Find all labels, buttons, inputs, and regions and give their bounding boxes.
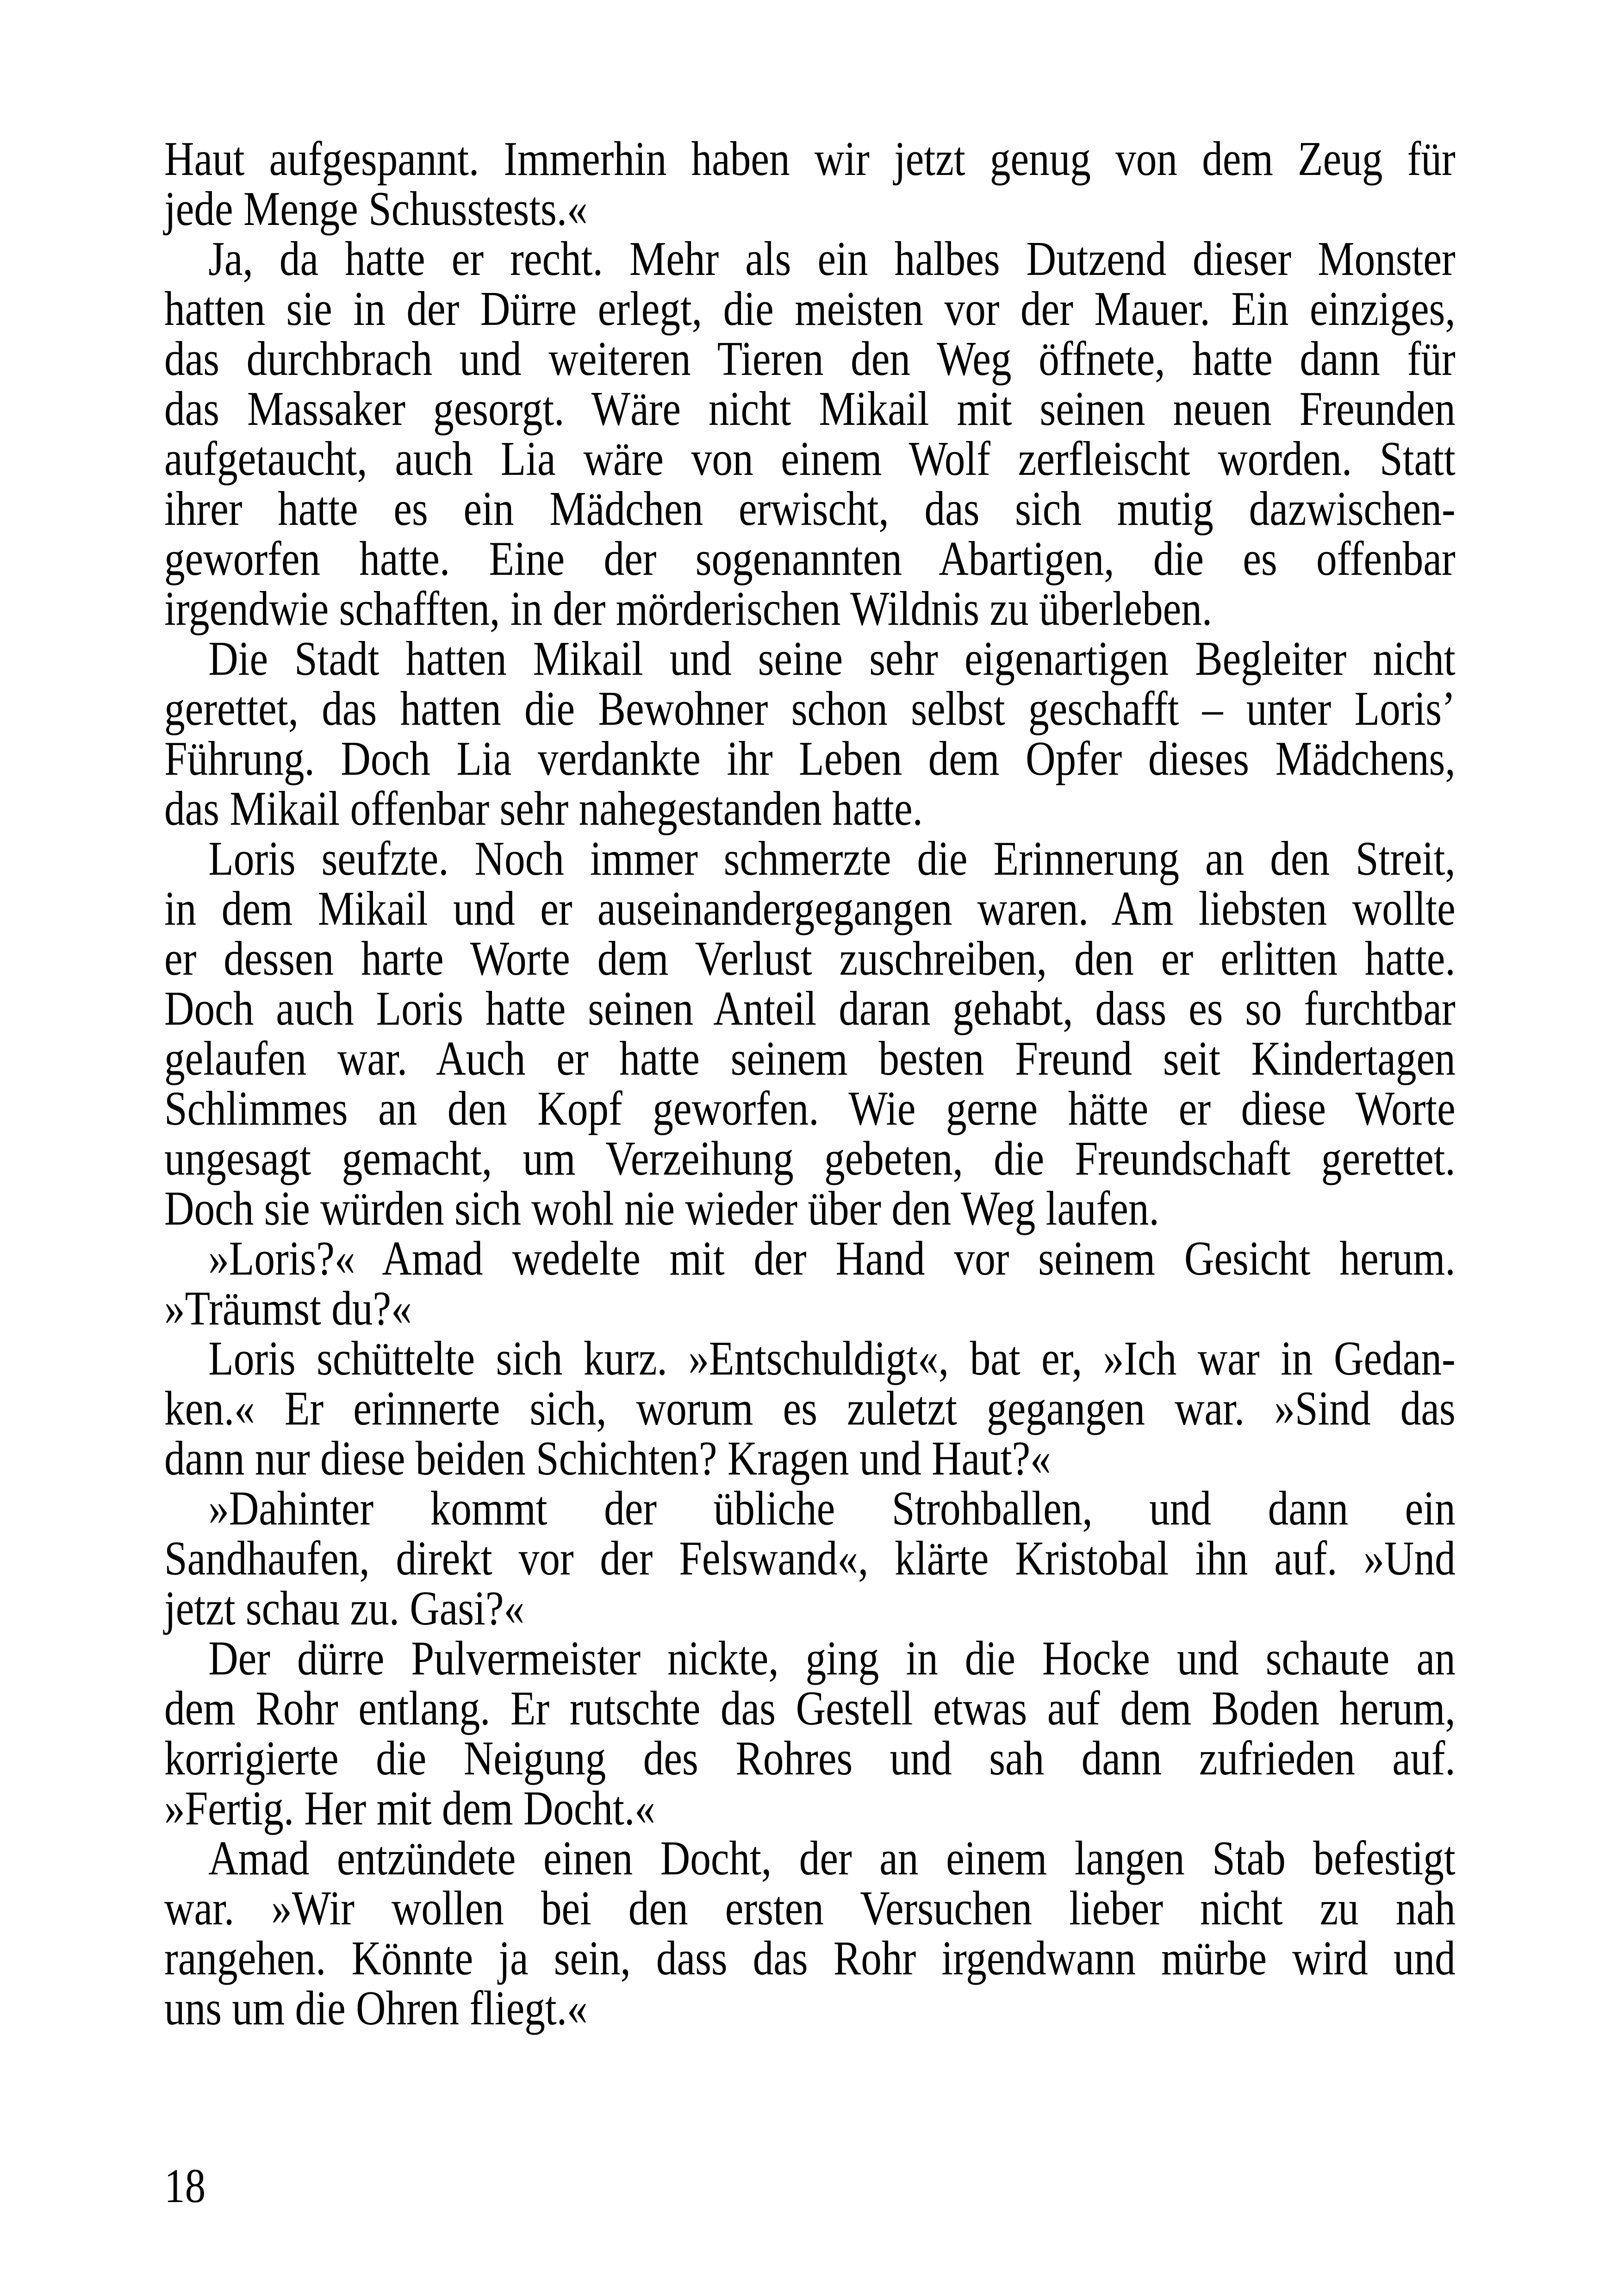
text-line: dem Rohr entlang. Er rutschte das Gestell etwas auf dem Boden herum,: [164, 1681, 1456, 1735]
text-line: Doch auch Loris hatte seinen Anteil daran gehabt, dass es so furchtbar: [164, 981, 1456, 1035]
text-line: aufgetaucht, auch Lia wäre von einem Wolf zerfleischt worden. Statt: [164, 431, 1456, 485]
paragraph: [164, 831, 1456, 1235]
text-line: Loris schüttelte sich kurz. »Entschuldigt«, bat er, »Ich war in Gedan-: [208, 1331, 1456, 1385]
text-line: »Loris?« Amad wedelte mit der Hand vor seinem Gesicht herum.: [208, 1231, 1456, 1285]
text-line: »Fertig. Her mit dem Docht.«: [164, 1781, 655, 1835]
text-line: das durchbrach und weiteren Tieren den Weg öffnete, hatte dann für: [164, 331, 1456, 386]
text-line: das Massaker gesorgt. Wäre nicht Mikail mit seinen neuen Freunden: [164, 381, 1456, 436]
text-line: Der dürre Pulvermeister nickte, ging in die Hocke und schaute an: [208, 1631, 1456, 1685]
text-line: Loris seufzte. Noch immer schmerzte die Erinnerung an den Streit,: [208, 831, 1456, 885]
paragraph: [164, 1833, 1456, 2033]
text-line: geworfen hatte. Eine der sogenannten Abartigen, die es offenbar: [164, 531, 1456, 585]
text-line: Ja, da hatte er recht. Mehr als ein halbes Dutzend dieser Monster: [208, 231, 1456, 286]
text-line: jetzt schau zu. Gasi?«: [164, 1581, 525, 1635]
paragraph: [164, 631, 1456, 835]
text-line: Die Stadt hatten Mikail und seine sehr eigenartigen Begleiter nicht: [208, 631, 1456, 685]
text-line: Führung. Doch Lia verdankte ihr Leben dem Opfer dieses Mädchens,: [164, 731, 1456, 785]
text-line: Haut aufgespannt. Immerhin haben wir jetzt genug von dem Zeug für: [164, 131, 1456, 186]
text-line: jede Menge Schusstests.«: [164, 181, 588, 236]
text-line: »Dahinter kommt der übliche Strohballen, und dann ein: [208, 1481, 1456, 1535]
text-line: rangehen. Könnte ja sein, dass das Rohr irgendwann mürbe wird und: [164, 1931, 1456, 1985]
text-line: Amad entzündete einen Docht, der an einem langen Stab befestigt: [208, 1831, 1456, 1885]
paragraph: [164, 231, 1456, 635]
text-line: gelaufen war. Auch er hatte seinem besten Freund seit Kindertagen: [164, 1031, 1456, 1085]
paragraph: [164, 1333, 1456, 1483]
paragraph: [164, 1633, 1456, 1833]
text-line: Schlimmes an den Kopf geworfen. Wie gerne hätte er diese Worte: [164, 1081, 1456, 1135]
paragraph: [164, 1233, 1456, 1333]
text-line: irgendwie schafften, in der mörderischen Wildnis zu überleben.: [164, 581, 1213, 635]
paragraph: [164, 1483, 1456, 1633]
text-line: war. »Wir wollen bei den ersten Versuchen lieber nicht zu nah: [164, 1881, 1456, 1935]
text-line: »Träumst du?«: [164, 1281, 412, 1335]
text-line: das Mikail offenbar sehr nahegestanden hatte.: [164, 781, 923, 835]
text-line: dann nur diese beiden Schichten? Kragen und Haut?«: [164, 1431, 1051, 1485]
text-line: ungesagt gemacht, um Verzeihung gebeten, die Freundschaft gerettet.: [164, 1131, 1456, 1185]
page-text: [164, 131, 1456, 2035]
text-line: er dessen harte Worte dem Verlust zuschreiben, den er erlitten hatte.: [164, 931, 1456, 985]
text-line: in dem Mikail und er auseinandergegangen waren. Am liebsten wollte: [164, 881, 1456, 935]
text-line: korrigierte die Neigung des Rohres und sah dann zufrieden auf.: [164, 1731, 1456, 1785]
text-line: ken.« Er erinnerte sich, worum es zuletzt gegangen war. »Sind das: [164, 1381, 1456, 1435]
text-line: ihrer hatte es ein Mädchen erwischt, das sich mutig dazwischen-: [164, 481, 1456, 535]
text-line: Sandhaufen, direkt vor der Felswand«, klärte Kristobal ihn auf. »Und: [164, 1531, 1456, 1585]
paragraph: [164, 131, 1456, 236]
text-line: Doch sie würden sich wohl nie wieder über den Weg laufen.: [164, 1181, 1159, 1235]
text-line: hatten sie in der Dürre erlegt, die meisten vor der Mauer. Ein einziges,: [164, 281, 1456, 336]
page-number: 18: [164, 2159, 206, 2213]
text-line: uns um die Ohren fliegt.«: [164, 1981, 588, 2035]
text-line: gerettet, das hatten die Bewohner schon selbst geschafft – unter Loris’: [164, 681, 1456, 735]
